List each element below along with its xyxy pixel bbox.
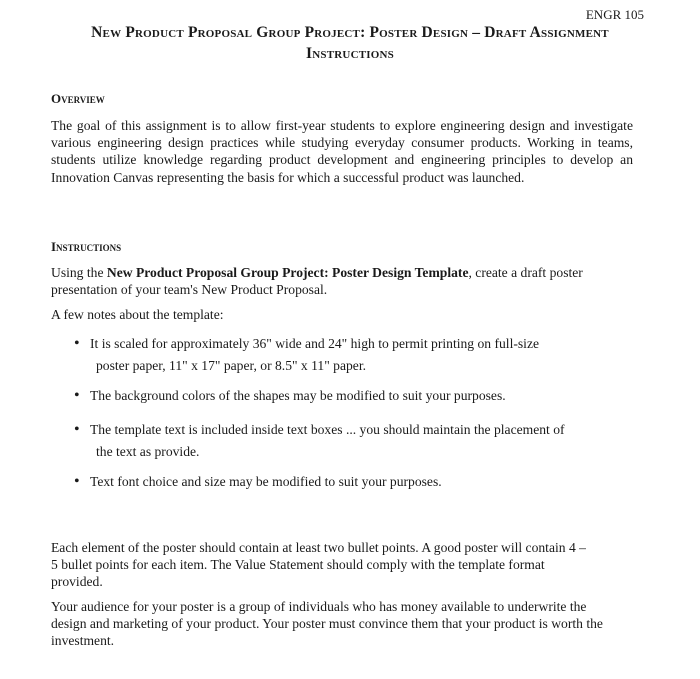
bullet-dot-icon: • (74, 421, 80, 438)
bullet-text: Text font choice and size may be modified to suit your purposes. (90, 474, 442, 489)
title-line-2: Instructions (306, 45, 394, 62)
overview-paragraph: The goal of this assignment is to allow first-year students to explore engineering design and investigate various engineering design practices while studying everyday consumer products. Working in teams, students utilize knowledge regarding product development and engineering principles to develop an Innovation Canvas representing the basis for which a successful product was launched. (51, 118, 633, 185)
bullet-text: It is scaled for approximately 36" wide and 24" high to permit printing on full-size (90, 336, 540, 351)
template-name: New Product Proposal Group Project: Poster Design Template (106, 265, 469, 280)
notes-label: A few notes about the template: (51, 307, 224, 322)
bullet-item (74, 333, 634, 377)
audience-paragraph: Your audience for your poster is a group of individuals who has money available to underwrite the design and marketing of your product. Your poster must convince them that your product is worth the investment. (51, 599, 603, 649)
bullet-dot-icon: • (74, 473, 80, 490)
instructions-heading: Instructions (51, 239, 122, 254)
bullet-text-continued: poster paper, 11" x 17" paper, or 8.5" x 11" paper. (96, 358, 367, 373)
instructions-intro (51, 264, 611, 298)
intro-text-before: Using the (51, 265, 107, 280)
title-line-1: New Product Proposal Group Project: Poster Design – Draft Assignment (91, 24, 609, 41)
requirements-paragraph: Each element of the poster should contain at least two bullet points. A good poster will contain 4 – 5 bullet points for each item. The Value Statement should comply with the template format provided. (51, 540, 586, 590)
bullet-item (74, 471, 634, 493)
bullet-item (74, 385, 634, 407)
bullet-dot-icon: • (74, 387, 80, 404)
document-title (40, 22, 660, 64)
course-code: ENGR 105 (585, 7, 644, 22)
overview-heading: Overview (51, 91, 105, 106)
bullet-text: The background colors of the shapes may be modified to suit your purposes. (90, 388, 506, 403)
bullet-item (74, 419, 634, 463)
intro-text-after: , create a draft poster presentation of your team's New Product Proposal. (51, 265, 583, 298)
bullet-text: The template text is included inside text boxes ... you should maintain the placement of (90, 422, 565, 437)
bullet-text-continued: the text as provide. (96, 444, 200, 459)
bullet-dot-icon: • (74, 335, 80, 352)
